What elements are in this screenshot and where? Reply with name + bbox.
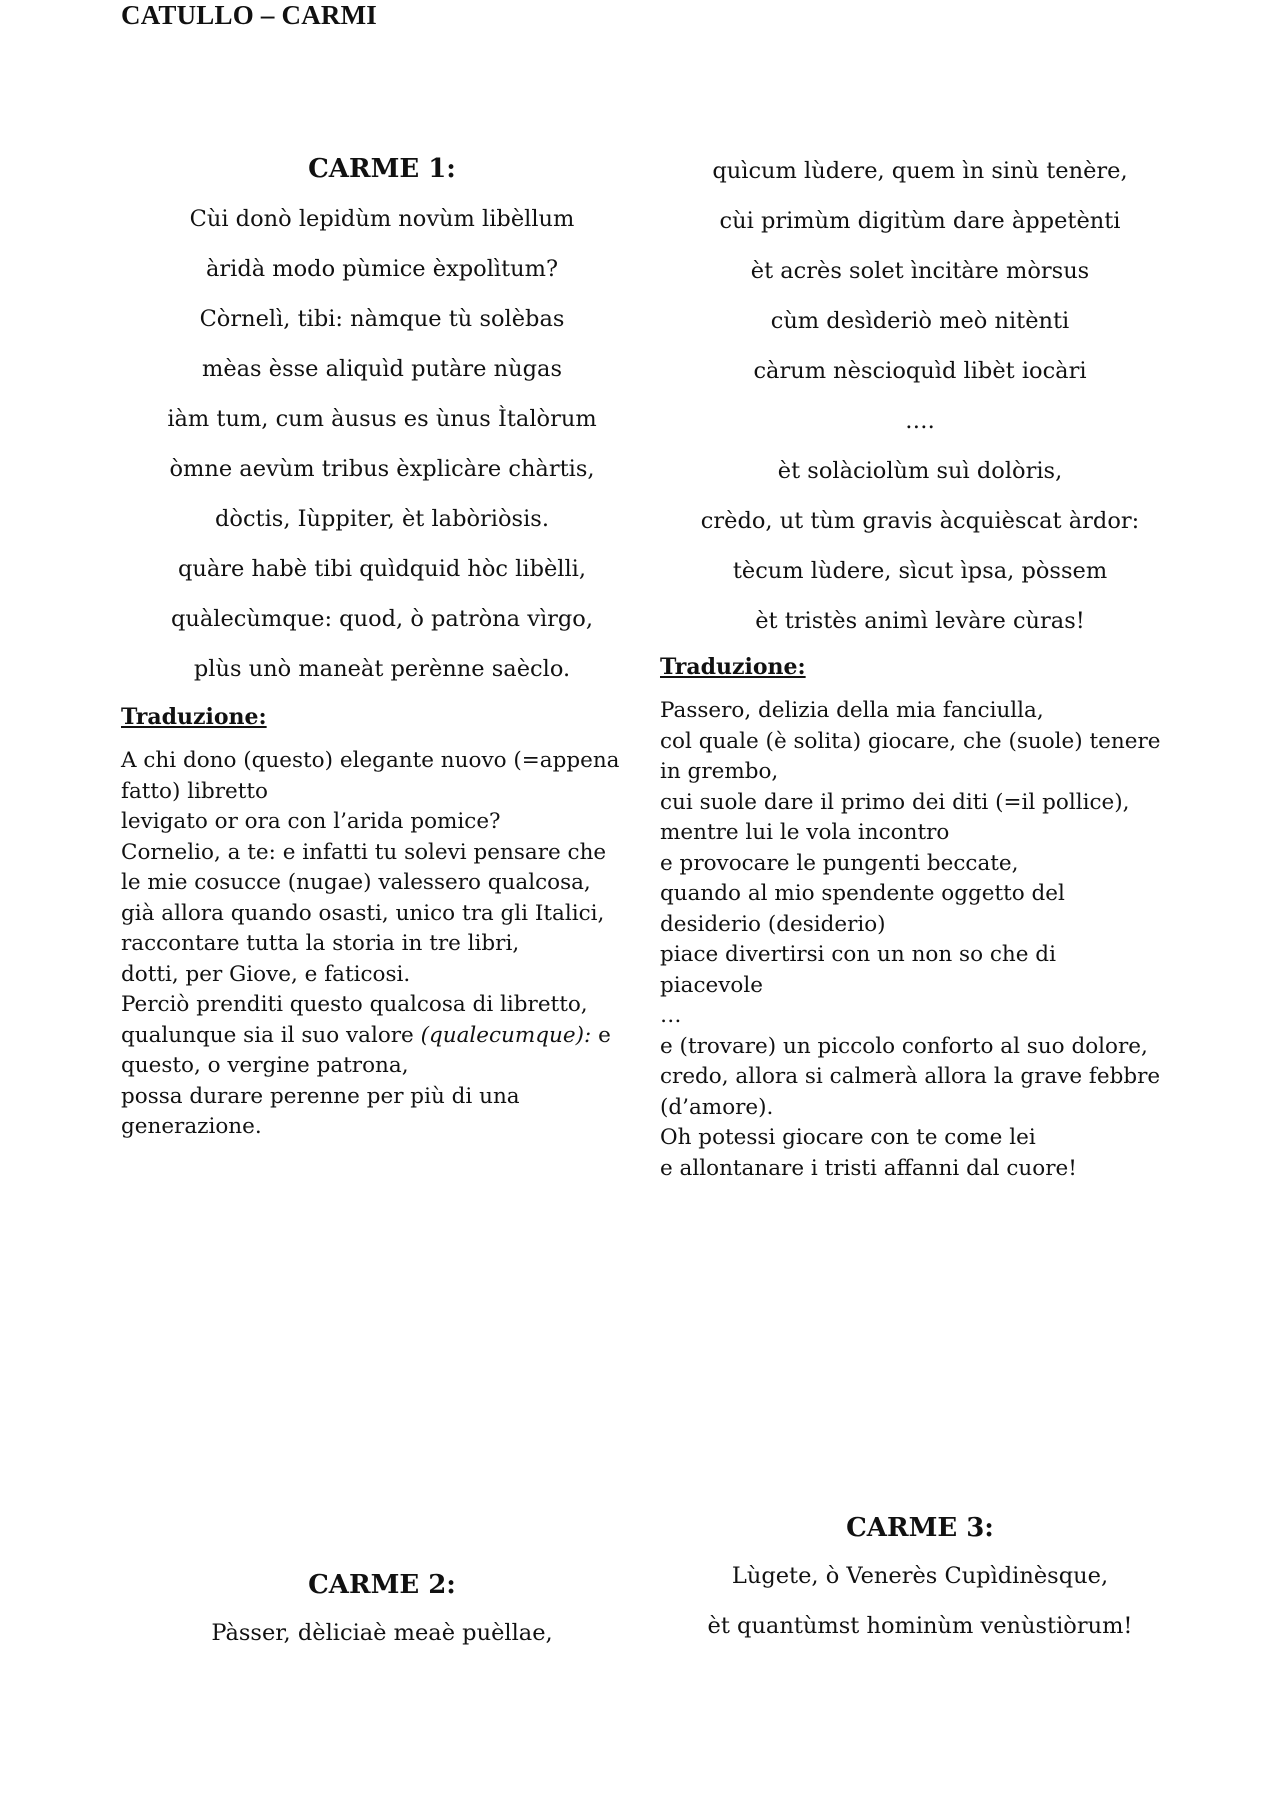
verse-line: plùs unò maneàt perènne saèclo. [193,656,571,682]
translation-line: A chi dono (questo) elegante nuovo (=appena [121,748,620,773]
translation-line: Oh potessi giocare con te come lei [660,1125,1036,1150]
translation-line: mentre lui le vola incontro [660,820,950,845]
translation-text: e [591,1022,611,1048]
translation-line: Cornelio, a te: e infatti tu solevi pensare che [121,839,607,865]
document-title: CATULLO – CARMI [121,0,378,30]
translation-line: già allora quando osasti, unico tra gli Italici, [121,900,605,926]
translation-line: e allontanare i tristi affanni dal cuore! [660,1155,1077,1181]
verse-line: crèdo, ut tùm gravis àcquièscat àrdor: [700,508,1140,534]
verse-line: èt acrès solet ìncitàre mòrsus [750,258,1090,284]
carme-1-verses [121,194,643,694]
translation-italic-term: (qualecumque): [420,1022,592,1048]
translation-line: desiderio (desiderio) [660,911,886,937]
translation-line: levigato or ora con l’arida pomice? [121,809,501,834]
verse-line: iàm tum, cum àusus es ùnus Ìtalòrum [167,406,597,432]
verse-line: Còrnelì, tibi: nàmque tù solèbas [199,306,565,332]
verse-line: Pàsser, dèliciaè meaè puèllae, [211,1620,553,1646]
translation-text: qualunque sia il suo valore [121,1022,421,1048]
verse-line: òmne aevùm tribus èxplicàre chàrtis, [169,456,595,482]
carme-2-verses-continued [660,146,1180,646]
carme-1-translation-label: Traduzione: [121,704,267,730]
verse-line: cùi primùm digitùm dare àppetènti [719,208,1121,234]
verse-line: …. [905,408,935,434]
verse-line: àridà modo pùmice èxpolìtum? [205,256,559,282]
carme-2-translation-label: Traduzione: [660,654,806,680]
verse-line: tècum lùdere, sìcut ìpsa, pòssem [732,558,1108,584]
translation-line: possa durare perenne per più di una [121,1083,520,1109]
verse-line: Cùi donò lepidùm novùm libèllum [189,206,575,232]
translation-line: quando al mio spendente oggetto del [660,881,1065,906]
carme-1-section [121,152,643,1143]
translation-line: generazione. [121,1114,262,1139]
translation-line: Perciò prenditi questo qualcosa di libretto, [121,992,588,1017]
carme-3-section [660,1511,1180,1651]
verse-line: cùm desìderiò meò nitènti [770,308,1070,334]
verse-line: dòctis, Iùppiter, èt labòriòsis. [215,506,549,532]
verse-line: mèas èsse aliquìd putàre nùgas [201,356,562,382]
carme-1-heading: CARME 1: [308,154,456,184]
translation-line-with-italic [121,1021,643,1052]
translation-line: e (trovare) un piccolo conforto al suo dolore, [660,1033,1148,1059]
translation-line: le mie cosucce (nugae) valessero qualcosa, [121,870,591,895]
carme-2-translation [660,696,1180,1184]
translation-line: e provocare le pungenti beccate, [660,850,1019,876]
translation-line: … [660,1003,682,1028]
verse-line: èt tristès animì levàre cùras! [755,608,1085,634]
carme-2-continuation-section [660,146,1180,1184]
translation-line: credo, allora si calmerà allora la grave febbre [660,1064,1161,1089]
verse-line: càrum nèscioquìd libèt iocàri [753,358,1087,384]
translation-line: (d’amore). [660,1094,774,1120]
translation-line: cui suole dare il primo dei diti (=il pollice), [660,789,1130,815]
translation-line: in grembo, [660,759,779,784]
carme-3-heading: CARME 3: [846,1513,994,1543]
verse-line: èt solàciolùm suì dolòris, [777,458,1063,484]
translation-line: questo, o vergine patrona, [121,1053,409,1078]
translation-line: Passero, delizia della mia fanciulla, [660,698,1044,723]
carme-1-translation [121,746,643,1143]
verse-line: quìcum lùdere, quem ìn sinù tenère, [712,158,1128,184]
verse-line: quàre habè tibi quìdquid hòc libèlli, [177,556,587,582]
verse-line: èt quantùmst hominùm venùstiòrum! [707,1613,1133,1639]
translation-line: dotti, per Giove, e faticosi. [121,961,411,987]
translation-line: raccontare tutta la storia in tre libri, [121,931,520,956]
carme-2-heading: CARME 2: [308,1570,456,1600]
translation-line: piace divertirsi con un non so che di [660,942,1056,967]
verse-line: quàlecùmque: quod, ò patròna vìrgo, [170,606,594,632]
verse-line: Lùgete, ò Venerès Cupìdinèsque, [731,1563,1109,1589]
translation-line: fatto) libretto [121,778,268,804]
translation-line: piacevole [660,972,763,998]
translation-line: col quale (è solita) giocare, che (suole) tenere [660,728,1161,754]
carme-2-section [121,1568,643,1658]
